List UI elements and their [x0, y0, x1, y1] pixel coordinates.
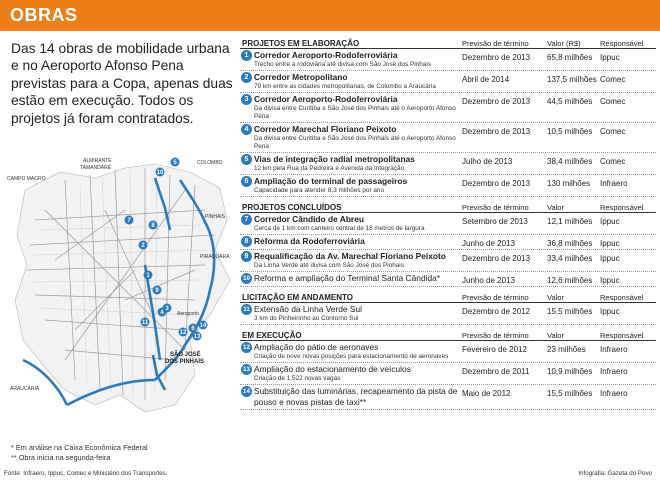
table-row: [240, 303, 656, 325]
col-header-value: Valor: [547, 331, 564, 340]
section-header: [240, 290, 656, 303]
svg-text:10: 10: [156, 170, 164, 176]
project-value: 12,6 milhões: [547, 276, 593, 285]
project-value: 130 milhões: [547, 179, 591, 188]
project-description: Capacidade para atender 8,3 milhões por ano: [254, 187, 385, 194]
project-responsible: Infraero: [600, 367, 628, 376]
project-responsible: Ippuc: [600, 217, 620, 226]
project-responsible: Comec: [600, 157, 626, 166]
svg-text:7: 7: [127, 218, 131, 224]
project-title: Corredor Marechal Floriano Peixoto: [254, 124, 397, 134]
project-responsible: Infraero: [600, 345, 628, 354]
map-pin-8: [149, 221, 158, 230]
project-number-badge: 4: [241, 124, 252, 135]
project-date: Junho de 2013: [462, 276, 515, 285]
map-pin-13: [193, 332, 202, 341]
map-pin-11: [141, 318, 150, 327]
project-title: Ampliação do pátio de aeronaves: [254, 342, 379, 352]
page-title: OBRAS: [10, 5, 78, 25]
map: [5, 150, 237, 436]
table-row: [240, 153, 656, 175]
project-responsible: Ippuc: [600, 276, 620, 285]
svg-text:11: 11: [141, 320, 149, 326]
section-title: EM EXECUÇÃO: [242, 331, 302, 340]
project-description: Da divisa entre Curitiba e São José dos Pinhais até o Aeroporto Afonso Pena: [254, 105, 456, 120]
table-row: [240, 235, 656, 250]
project-date: Dezembro de 2011: [462, 367, 530, 376]
project-description: 12 km pela Rua da Pedreira e Avenida da Integração: [254, 165, 405, 172]
project-number-badge: 10: [241, 273, 252, 284]
project-description: Criação de nove novas posições para estacionamento de aeronaves: [254, 353, 449, 360]
project-number-badge: 5: [241, 154, 252, 165]
footnote-2: ** Obra inicia na segunda-feira: [11, 452, 111, 462]
project-description: Cerca de 1 km com canteiro central de 18 metros de largura: [254, 225, 425, 232]
project-date: Maio de 2012: [462, 389, 511, 398]
section-header: [240, 200, 656, 213]
svg-text:14: 14: [199, 323, 207, 329]
svg-text:1: 1: [146, 273, 150, 279]
map-pin-12: [179, 328, 188, 337]
map-pin-9: [153, 286, 162, 295]
section-licitacao: [240, 290, 656, 325]
svg-text:3: 3: [165, 306, 169, 312]
project-title: Corredor Cândido de Abreu: [254, 214, 364, 224]
project-value: 33,4 milhões: [547, 254, 593, 263]
table-row: [240, 123, 656, 153]
project-title: Ampliação do estacionamento de veículos: [254, 364, 411, 374]
project-value: 10,5 milhões: [547, 127, 593, 136]
map-pin-10: [156, 168, 165, 177]
project-date: Dezembro de 2013: [462, 254, 531, 263]
col-header-value: Valor: [547, 203, 564, 212]
map-label-araucaria: ARAUCÁRIA: [10, 386, 40, 392]
project-responsible: Infraero: [600, 179, 628, 188]
map-pin-6: [189, 324, 198, 333]
project-description: Criação de 1.522 novas vagas: [254, 375, 341, 382]
section-header: [240, 36, 656, 49]
project-date: Abril de 2014: [462, 75, 510, 84]
project-date: Dezembro de 2013: [462, 97, 531, 106]
col-header-date: Previsão de término: [462, 39, 529, 48]
map-label-piraquara: PIRAQUARA: [200, 254, 230, 260]
svg-text:8: 8: [151, 223, 155, 229]
table-row: [240, 175, 656, 197]
table-row: [240, 341, 656, 363]
footnote-1: * Em análise na Caixa Econômica Federal: [11, 443, 148, 452]
projects-table: [240, 36, 656, 413]
svg-text:12: 12: [179, 330, 187, 336]
project-date: Setembro de 2013: [462, 217, 528, 226]
project-value: 137,5 milhões: [547, 75, 597, 84]
project-responsible: Ippuc: [600, 239, 620, 248]
project-number-badge: 13: [241, 364, 252, 375]
project-date: Dezembro de 2013: [462, 53, 531, 62]
project-title: Extensão da Linha Verde Sul: [254, 304, 363, 314]
map-pin-1: [144, 271, 153, 280]
project-title: Ampliação do terminal de passageiros: [254, 176, 408, 186]
project-value: 38,4 milhões: [547, 157, 593, 166]
project-value: 12,1 milhões: [547, 217, 593, 226]
project-date: Dezembro de 2013: [462, 127, 531, 136]
section-em-execucao: [240, 328, 656, 410]
project-date: Dezembro de 2013: [462, 179, 531, 188]
source-credit: Fonte: Infraero, Ippuc, Comec e Ministério dos Transportes.: [4, 470, 168, 477]
svg-text:5: 5: [173, 160, 177, 166]
project-value: 23 milhões: [547, 345, 586, 354]
project-value: 36,8 milhões: [547, 239, 593, 248]
project-title: Corredor Metropolitano: [254, 72, 348, 82]
project-responsible: Infraero: [600, 389, 628, 398]
map-label-dos-pinhais: DOS PINHAIS: [165, 359, 205, 365]
map-pin-2: [139, 241, 148, 250]
table-row: [240, 250, 656, 272]
col-header-date: Previsão de término: [462, 203, 529, 212]
project-title: Reforma da Rodoferroviária: [254, 236, 365, 246]
project-number-badge: 7: [241, 214, 252, 225]
project-value: 10,9 milhões: [547, 367, 593, 376]
project-title: Substituição das luminárias, recapeamento da pista de pouso e novas pistas de taxi**: [254, 386, 458, 407]
project-value: 44,5 milhões: [547, 97, 593, 106]
svg-text:2: 2: [141, 243, 145, 249]
col-header-date: Previsão de término: [462, 331, 529, 340]
project-value: 15,5 milhões: [547, 389, 593, 398]
project-description: Trecho entre a rodoviária até divisa com São José dos Pinhais: [254, 61, 432, 68]
svg-text:13: 13: [193, 334, 201, 340]
map-label-almirante: ALMIRANTE: [83, 158, 112, 164]
table-row: [240, 363, 656, 385]
col-header-resp: Responsável: [600, 293, 644, 302]
table-row: [240, 272, 656, 287]
project-date: Junho de 2013: [462, 239, 515, 248]
col-header-value: Valor: [547, 293, 564, 302]
col-header-date: Previsão de término: [462, 293, 529, 302]
project-title: Corredor Aeroporto-Rodoferroviária: [254, 50, 398, 60]
col-header-resp: Responsável: [600, 203, 644, 212]
lead-text: Das 14 obras de mobilidade urbana e no Aeroporto Afonso Pena previstas para a Copa, apenas duas estão em execução. Todos os projetos já foram contratados.: [11, 41, 233, 126]
project-number-badge: 9: [241, 251, 252, 262]
map-label-campo-magro: CAMPO MAGRO: [7, 176, 46, 182]
map-label-tamandare: TAMANDARÉ: [80, 165, 112, 171]
map-pin-7: [125, 216, 134, 225]
col-header-resp: Responsável: [600, 39, 644, 48]
map-label-colombo: COLOMBO: [197, 160, 223, 166]
table-row: [240, 71, 656, 93]
project-number-badge: 6: [241, 176, 252, 187]
infographic-credit: Infografia: Gazeta do Povo: [578, 470, 652, 477]
map-label-aeroporto: Aeroporto: [177, 311, 199, 317]
svg-text:4: 4: [160, 310, 164, 316]
footnotes: [11, 443, 239, 462]
table-row: [240, 49, 656, 71]
project-number-badge: 1: [241, 50, 252, 61]
svg-text:6: 6: [191, 326, 195, 332]
project-description: 79 km entre as cidades metropolitanas, de Colombo a Araucária: [254, 83, 436, 90]
project-date: Fevereiro de 2012: [462, 345, 527, 354]
svg-text:9: 9: [155, 288, 159, 294]
project-value: 15,5 milhões: [547, 307, 593, 316]
section-title: PROJETOS CONCLUÍDOS: [242, 203, 342, 212]
col-header-resp: Responsável: [600, 331, 644, 340]
project-description: 3 km do Pinheirinho ao Contorno Sul: [254, 315, 359, 322]
map-label-pinhais: PINHAIS: [205, 214, 226, 220]
project-number-badge: 14: [241, 386, 252, 397]
map-pin-14: [199, 321, 208, 330]
project-number-badge: 12: [241, 342, 252, 353]
project-responsible: Comec: [600, 97, 626, 106]
header-bar: [0, 0, 660, 31]
map-pin-5: [171, 158, 180, 167]
project-title: Reforma e ampliação do Terminal Santa Cândida*: [254, 273, 441, 283]
section-em-elaboracao: [240, 36, 656, 197]
project-date: Dezembro de 2012: [462, 307, 531, 316]
project-responsible: Ippuc: [600, 307, 620, 316]
project-number-badge: 11: [241, 304, 252, 315]
project-responsible: Comec: [600, 75, 626, 84]
project-description: Da divisa entre Curitiba e São José dos Pinhais até o Aeroporto Afonso Pena: [254, 135, 456, 150]
section-concluidos: [240, 200, 656, 287]
project-number-badge: 2: [241, 72, 252, 83]
section-header: [240, 328, 656, 341]
project-title: Vias de integração radial metropolitanas: [254, 154, 415, 164]
col-header-value: Valor (R$): [547, 39, 581, 48]
project-responsible: Ippuc: [600, 53, 620, 62]
map-svg: [5, 150, 237, 436]
table-row: [240, 385, 656, 410]
table-row: [240, 213, 656, 235]
project-title: Requalificação da Av. Marechal Floriano Peixoto: [254, 251, 446, 261]
map-label-sao-jose: SÃO JOSÉ: [170, 352, 201, 358]
table-row: [240, 93, 656, 123]
project-number-badge: 3: [241, 94, 252, 105]
map-pin-3: [163, 304, 172, 313]
project-date: Julho de 2013: [462, 157, 513, 166]
project-description: Da Linha Verde até divisa com São José dos Pinhais: [254, 262, 404, 269]
project-value: 65,8 milhões: [547, 53, 593, 62]
project-responsible: Comec: [600, 127, 626, 136]
section-title: LICITAÇÃO EM ANDAMENTO: [242, 293, 353, 302]
section-title: PROJETOS EM ELABORAÇÃO: [242, 39, 360, 48]
project-title: Corredor Aeroporto-Rodoferroviária: [254, 94, 398, 104]
project-number-badge: 8: [241, 236, 252, 247]
project-responsible: Ippuc: [600, 254, 620, 263]
